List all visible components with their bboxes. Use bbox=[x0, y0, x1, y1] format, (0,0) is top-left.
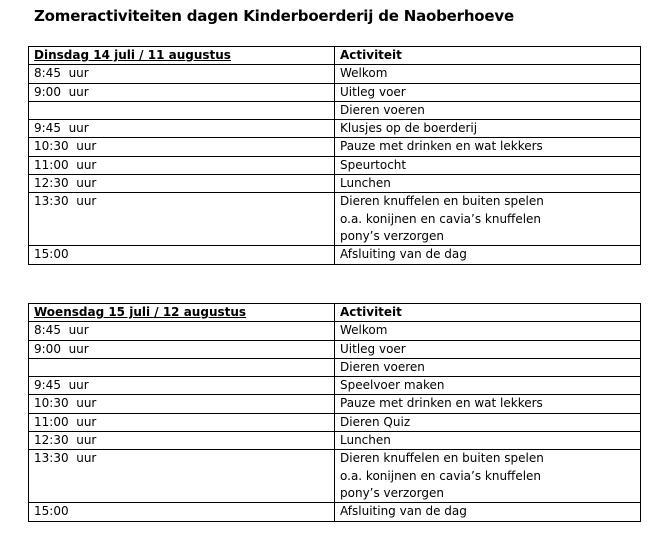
time-cell: 9:45 uur bbox=[29, 120, 335, 138]
time-cell bbox=[29, 358, 335, 376]
activity-line: Pauze met drinken en wat lekkers bbox=[340, 139, 543, 154]
activity-line: Dieren voeren bbox=[340, 359, 425, 374]
activity-line: Speelvoer maken bbox=[340, 378, 445, 393]
activity-cell bbox=[335, 377, 641, 395]
table-row bbox=[29, 120, 641, 138]
table-row bbox=[29, 193, 641, 246]
activity-cell bbox=[335, 193, 641, 246]
time-cell: 8:45 uur bbox=[29, 322, 335, 340]
activity-line: Lunchen bbox=[340, 176, 391, 191]
table-header-row bbox=[29, 47, 641, 65]
time-cell: 15:00 bbox=[29, 246, 335, 264]
activity-line: pony’s verzorgen bbox=[340, 228, 444, 243]
activity-line: Uitleg voer bbox=[340, 341, 406, 356]
activity-line: Pauze met drinken en wat lekkers bbox=[340, 396, 543, 411]
activity-line: Klusjes op de boerderij bbox=[340, 121, 478, 136]
time-cell: 11:00 uur bbox=[29, 156, 335, 174]
activity-cell bbox=[335, 83, 641, 101]
table-row bbox=[29, 101, 641, 119]
schedule-table-tuesday bbox=[28, 46, 641, 265]
activity-line: Dieren knuffelen en buiten spelen bbox=[340, 194, 544, 209]
table-row bbox=[29, 395, 641, 413]
time-cell: 10:30 uur bbox=[29, 138, 335, 156]
activity-header: Activiteit bbox=[335, 304, 641, 322]
activity-line: pony’s verzorgen bbox=[340, 485, 444, 500]
activity-cell bbox=[335, 395, 641, 413]
activity-cell bbox=[335, 413, 641, 431]
time-cell: 15:00 bbox=[29, 503, 335, 521]
table-row bbox=[29, 432, 641, 450]
activity-line: o.a. konijnen en cavia’s knuffelen bbox=[340, 468, 542, 483]
activity-line: Afsluiting van de dag bbox=[340, 504, 467, 519]
activity-line: Dieren Quiz bbox=[340, 414, 411, 429]
activity-cell bbox=[335, 101, 641, 119]
time-cell: 9:00 uur bbox=[29, 340, 335, 358]
time-cell: 8:45 uur bbox=[29, 65, 335, 83]
time-cell: 10:30 uur bbox=[29, 395, 335, 413]
time-cell bbox=[29, 101, 335, 119]
activity-cell bbox=[335, 358, 641, 376]
activity-cell bbox=[335, 322, 641, 340]
activity-cell bbox=[335, 120, 641, 138]
table-row bbox=[29, 322, 641, 340]
table-row bbox=[29, 358, 641, 376]
activity-cell bbox=[335, 175, 641, 193]
day-header: Woensdag 15 juli / 12 augustus bbox=[29, 304, 335, 322]
time-cell: 9:00 uur bbox=[29, 83, 335, 101]
time-cell: 11:00 uur bbox=[29, 413, 335, 431]
activity-cell bbox=[335, 432, 641, 450]
activity-line: Dieren voeren bbox=[340, 102, 425, 117]
table-row bbox=[29, 138, 641, 156]
schedule-table-wednesday bbox=[28, 303, 641, 522]
table-row bbox=[29, 246, 641, 264]
time-cell: 13:30 uur bbox=[29, 193, 335, 246]
activity-header: Activiteit bbox=[335, 47, 641, 65]
table-row bbox=[29, 156, 641, 174]
time-cell: 13:30 uur bbox=[29, 450, 335, 503]
activity-line: Uitleg voer bbox=[340, 84, 406, 99]
activity-line: Welkom bbox=[340, 66, 388, 81]
activity-cell bbox=[335, 340, 641, 358]
activity-cell bbox=[335, 503, 641, 521]
table-row bbox=[29, 340, 641, 358]
time-cell: 12:30 uur bbox=[29, 432, 335, 450]
table-header-row bbox=[29, 304, 641, 322]
time-cell: 9:45 uur bbox=[29, 377, 335, 395]
day-header: Dinsdag 14 juli / 11 augustus bbox=[29, 47, 335, 65]
table-row bbox=[29, 65, 641, 83]
activity-cell bbox=[335, 156, 641, 174]
table-row bbox=[29, 450, 641, 503]
time-cell: 12:30 uur bbox=[29, 175, 335, 193]
activity-cell bbox=[335, 138, 641, 156]
activity-line: Dieren knuffelen en buiten spelen bbox=[340, 451, 544, 466]
activity-line: Speurtocht bbox=[340, 157, 407, 172]
page-title: Zomeractiviteiten dagen Kinderboerderij de Naoberhoeve bbox=[34, 7, 514, 25]
table-row bbox=[29, 503, 641, 521]
table-row bbox=[29, 413, 641, 431]
activity-line: o.a. konijnen en cavia’s knuffelen bbox=[340, 211, 542, 226]
table-row bbox=[29, 83, 641, 101]
table-row bbox=[29, 377, 641, 395]
activity-cell bbox=[335, 65, 641, 83]
activity-line: Welkom bbox=[340, 323, 388, 338]
table-row bbox=[29, 175, 641, 193]
activity-cell bbox=[335, 450, 641, 503]
activity-line: Afsluiting van de dag bbox=[340, 247, 467, 262]
activity-line: Lunchen bbox=[340, 433, 391, 448]
activity-cell bbox=[335, 246, 641, 264]
